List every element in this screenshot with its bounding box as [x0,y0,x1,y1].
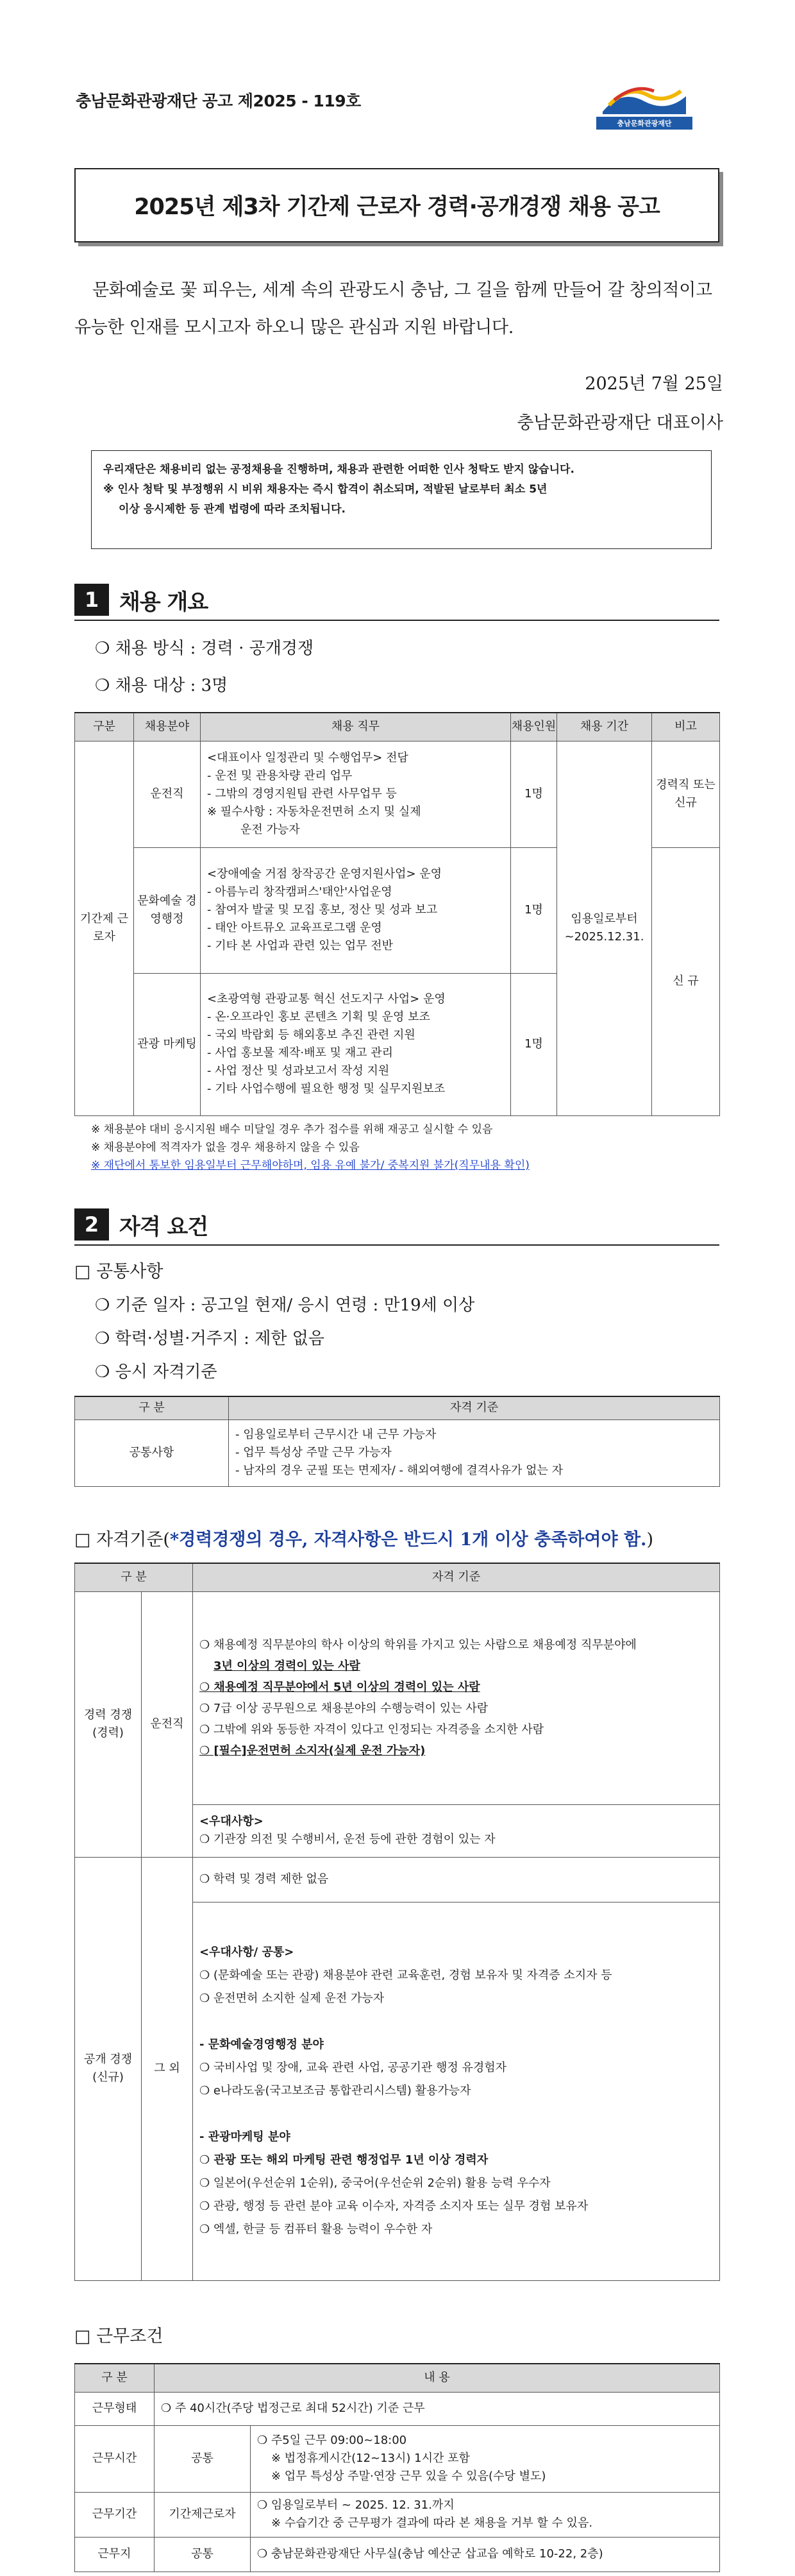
intro-text: 문화예술로 꽃 피우는, 세계 속의 관광도시 충남, 그 길을 함께 만들어 갈 창의적이고 유능한 인재를 모시고자 하오니 많은 관심과 지원 바랍니다. [74,280,712,337]
field-cell: 운전직 [142,1591,193,1857]
duty-cell: <대표이사 일정관리 및 수행업무> 전담 - 운전 및 관용차량 관리 업무 - 그밖의 경영지원팀 관련 사무업무 등 ※ 필수사항 : 자동차운전면허 소지 및 실제 운전 가능자 [201,741,511,847]
qualification-heading: □ 자격기준(*경력경쟁의 경우, 자격사항은 반드시 1개 이상 충족하여야 함.) [74,1530,653,1550]
row-sub-label: 기간제근로자 [155,2492,251,2537]
col-header: 채용 직무 [201,713,511,741]
recruit-target: ❍ 채용 대상 : 3명 [95,676,228,695]
title-box [74,168,719,242]
criteria-bullet: ❍ 기준 일자 : 공고일 현재/ 응시 연령 : 만19세 이상 [95,1296,475,1315]
row-sub-label: 공통 [155,2537,251,2572]
announcement-date: 2025년 7월 25일 [585,374,723,394]
qualification-table [74,1563,720,2281]
notice-line: 우리재단은 채용비리 없는 공정채용을 진행하며, 채용과 관련한 어떠한 인사 청탁도 받지 않습니다. [103,463,574,476]
logo-icon [596,82,692,118]
section-2-heading [74,1208,208,1241]
table-row [75,741,720,847]
row-label: 근무지 [75,2537,155,2572]
fairness-notice [91,450,712,549]
section-title: 자격 요건 [119,1214,208,1240]
note-line: ※ 채용분야 대비 응시지원 배수 미달일 경우 추가 접수를 위해 재공고 실시할 수 있음 [91,1123,493,1136]
work-conditions-heading: □ 근무조건 [74,2326,163,2346]
recruit-method: ❍ 채용 방식 : 경력 · 공개경쟁 [95,639,314,658]
condition-cell: ❍ 임용일로부터 ~ 2025. 12. 31.까지 ※ 수습기간 중 근무평가 결과에 따라 본 채용을 거부 할 수 있음. [251,2492,720,2537]
criteria-bullet: ❍ 학력·성별·거주지 : 제한 없음 [95,1329,324,1348]
qualification-highlight: *경력경쟁의 경우, 자격사항은 반드시 1개 이상 충족하여야 함. [169,1530,647,1550]
page-title: 2025년 제3차 기간제 근로자 경력·공개경쟁 채용 공고 [134,194,660,220]
recruit-overview-table [74,712,720,1116]
section-divider [74,1244,719,1246]
preference-cell: <우대사항/ 공통> ❍ (문화예술 또는 관광) 채용분야 관련 교육훈련, 경험 보유자 및 자격증 소지자 등 ❍ 운전면허 소지한 실제 운전 가능자 - 문화예술경영행정 분야 ❍ 국비사업 및 장애, 교육 관련 사업, 공공기관 행정 유경험자 ❍ e나라도움(국고보조금 통합관리시스템) 활용가능자 - 관광마케팅 분야 ❍ 관광 또는 해외 마케팅 관련 행정업무 1년 이상 경력자 ❍ 일본어(우선순위 1순위), 중국어(우선순위 2순위) 활용 능력 우수자 ❍ 관광, 행정 등 관련 분야 교육 이수자, 자격증 소지자 또는 실무 경험 보유자 ❍ 엑셀, 한글 등 컴퓨터 활용 능력이 우수한 자 [193,1902,720,2280]
notice-line: 이상 응시제한 등 관계 법령에 따라 조치됩니다. [119,503,346,516]
table-row [75,2537,720,2572]
field-cell: 그 외 [142,1857,193,2280]
col-header: 구 분 [75,1563,193,1591]
row-label: 근무형태 [75,2392,155,2425]
group-cell: 기간제 근로자 [75,741,134,1115]
col-header: 구 분 [75,2364,155,2392]
condition-cell: ❍ 주 40시간(주당 법정근로 최대 52시간) 기준 근무 [155,2392,720,2425]
table-row [75,2425,720,2492]
field-cell: 운전직 [134,741,201,847]
count-cell: 1명 [511,741,557,847]
common-heading: □ 공통사항 [74,1262,163,1282]
criteria-cell: ❍ 학력 및 경력 제한 없음 [193,1857,720,1902]
duty-cell: <장애예술 거점 창작공간 운영지원사업> 운영 - 아름누리 창작캠퍼스'태안'사업운영 - 참여자 발굴 및 모집 홍보, 정산 및 성과 보고 - 태안 아트뮤오 교육프로그램 운영 - 기타 본 사업과 관련 있는 업무 전반 [201,847,511,973]
section-number: 2 [74,1208,109,1241]
count-cell: 1명 [511,973,557,1115]
section-divider [74,620,719,621]
work-conditions-table [74,2363,720,2572]
col-header: 구 분 [75,1396,229,1419]
common-criteria-table [74,1396,720,1487]
row-sub-label: 공통 [155,2425,251,2492]
organization-logo [596,82,692,128]
field-cell: 관광 마케팅 [134,973,201,1115]
section-title: 채용 개요 [119,589,208,615]
col-header: 채용분야 [134,713,201,741]
table-row [75,2492,720,2537]
row-label: 공통사항 [75,1419,229,1486]
group-cell: 공개 경쟁 (신규) [75,1857,142,2280]
col-header: 자격 기준 [193,1563,720,1591]
row-label: 근무기간 [75,2492,155,2537]
field-cell: 문화예술 경영행정 [134,847,201,973]
row-label: 근무시간 [75,2425,155,2492]
table-row [75,1419,720,1486]
table-row [75,2392,720,2425]
note-line: ※ 채용분야에 적격자가 없을 경우 채용하지 않을 수 있음 [91,1141,360,1154]
section-1-heading [74,584,208,616]
col-header: 자격 기준 [229,1396,720,1419]
count-cell: 1명 [511,847,557,973]
criteria-cell: ❍ 채용예정 직무분야의 학사 이상의 학위를 가지고 있는 사람으로 채용예정 직무분야에 3년 이상의 경력이 있는 사람 ❍ 채용예정 직무분야에서 5년 이상의 경력이 있는 사람 ❍ 7급 이상 공무원으로 채용분야의 수행능력이 있는 사람 ❍ 그밖에 위와 동등한 자격이 있다고 인정되는 자격증을 소지한 사람 ❍ [필수]운전면허 소지자(실제 운전 가능자) [193,1591,720,1804]
duty-cell: <초광역형 관광교통 혁신 선도지구 사업> 운영 - 온·오프라인 홍보 콘텐츠 기획 및 운영 보조 - 국외 박람회 등 해외홍보 추진 관련 지원 - 사업 홍보물 제작·배포 및 재고 관리 - 사업 정산 및 성과보고서 작성 지원 - 기타 사업수행에 필요한 행정 및 실무지원보조 [201,973,511,1115]
criteria-cell: - 임용일로부터 근무시간 내 근무 가능자 - 업무 특성상 주말 근무 가능자 - 남자의 경우 군필 또는 면제자/ - 해외여행에 결격사유가 없는 자 [229,1419,720,1486]
signer: 충남문화관광재단 대표이사 [517,413,723,433]
col-header: 구분 [75,713,134,741]
note-line: ※ 재단에서 통보한 임용일부터 근무해야하며, 임용 유예 불가/ 중복지원 불가(직무내용 확인) [91,1159,530,1172]
doc-number: 충남문화관광재단 공고 제2025 - 119호 [76,92,361,110]
col-header: 내 용 [155,2364,720,2392]
preference-cell: <우대사항> ❍ 기관장 의전 및 수행비서, 운전 등에 관한 경험이 있는 자 [193,1804,720,1857]
condition-cell: ❍ 충남문화관광재단 사무실(충남 예산군 삽교읍 예학로 10-22, 2층) [251,2537,720,2572]
notice-line: ※ 인사 청탁 및 부정행위 시 비위 채용자는 즉시 합격이 취소되며, 적발된 날로부터 최소 5년 [103,483,548,496]
col-header: 채용 기간 [557,713,652,741]
period-cell: 임용일로부터 ~2025.12.31. [557,741,652,1115]
col-header: 비고 [652,713,720,741]
condition-cell: ❍ 주5일 근무 09:00~18:00 ※ 법정휴게시간(12~13시) 1시간 포함 ※ 업무 특성상 주말·연장 근무 있을 수 있음(수당 별도) [251,2425,720,2492]
col-header: 채용인원 [511,713,557,741]
table-row [75,1857,720,1902]
criteria-bullet: ❍ 응시 자격기준 [95,1362,217,1382]
remark-cell: 신 규 [652,847,720,1115]
recruit-notes [91,1121,530,1174]
section-number: 1 [74,584,109,616]
table-row [75,1591,720,1804]
remark-cell: 경력직 또는 신규 [652,741,720,847]
logo-text: 충남문화관광재단 [596,117,692,130]
group-cell: 경력 경쟁 (경력) [75,1591,142,1857]
